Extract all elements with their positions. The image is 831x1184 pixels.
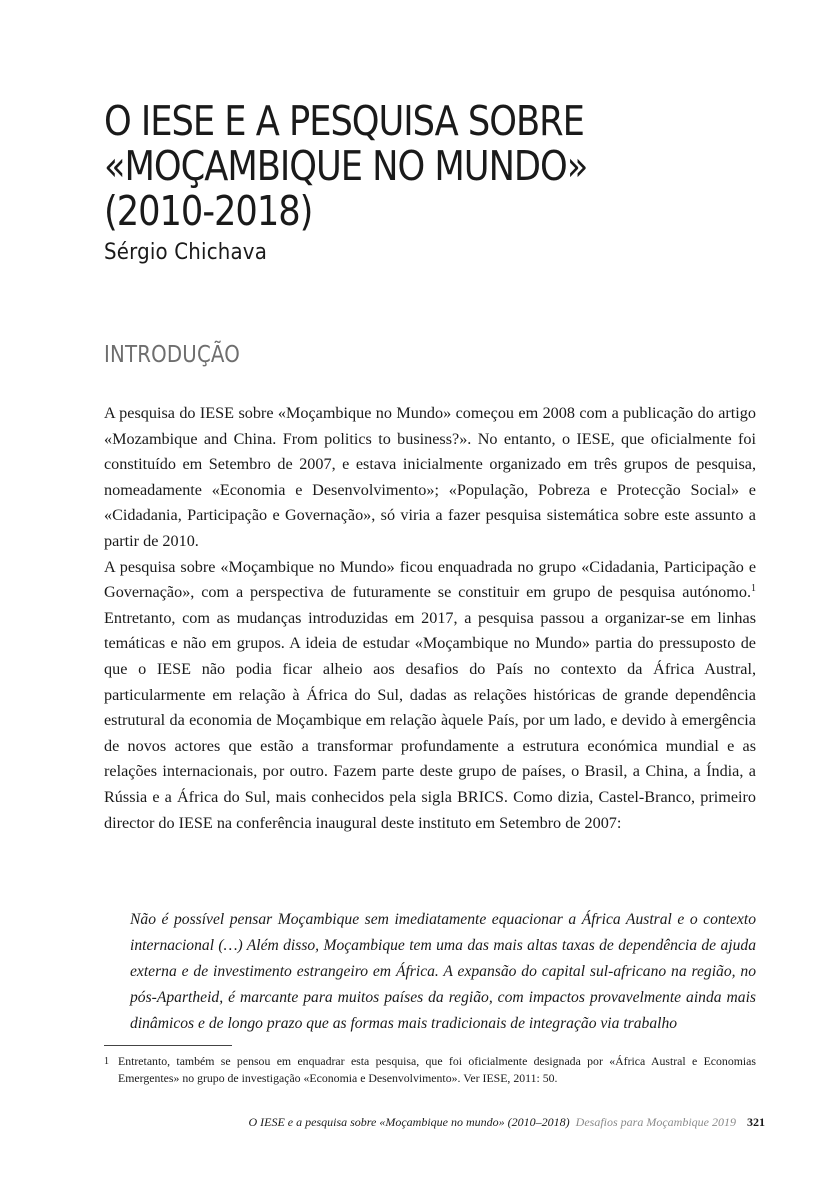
paragraph-1: A pesquisa do IESE sobre «Moçambique no Mundo» começou em 2008 com a publicação do artigo «Mozambique and China. From politics to business?». No entanto, o IESE, que oficialmente foi constituído em Setembro de 2007, e estava inicialmente organizado em três grupos de pesquisa, nomeadamente «Economia e Desenvolvimento»; «População, Pobreza e Protecção Social» e «Cidadania, Participação e Governação», só viria a fazer pesquisa sistemática sobre este assunto a partir de 2010. <box>104 404 756 550</box>
chapter-title-line-3: (2010-2018) <box>104 187 313 235</box>
block-quote: Não é possível pensar Moçambique sem imediatamente equacionar a África Austral e o contexto internacional (…) Além disso, Moçambique tem uma das mais altas taxas de dependência de ajuda externa e de investimento estrangeiro em África. A expansão do capital sul-africano na região, no pós-Apartheid, é marcante para muitos países da região, com impactos provavelmente ainda mais dinâmicos e de longo prazo que as formas mais tradicionais de integração via trabalho <box>130 911 756 1032</box>
footer-book-title: Desafios para Moçambique 2019 <box>575 1115 736 1129</box>
footnote-text: Entretanto, também se pensou em enquadrar esta pesquisa, que foi oficialmente designada por «África Austral e Economias Emergentes» no grupo de investigação «Economia e Desenvolvimento». Ver IESE, 2011: 50. <box>118 1054 756 1085</box>
footnote-number: 1 <box>104 1056 109 1067</box>
section-heading: INTRODUÇÃO <box>104 342 241 368</box>
page-number: 321 <box>747 1115 765 1129</box>
footnote <box>104 1053 756 1087</box>
footnote-divider <box>104 1045 232 1046</box>
footnote-reference: 1 <box>751 583 756 595</box>
paragraph-2-part-2: Entretanto, com as mudanças introduzidas em 2017, a pesquisa passou a organizar-se em linhas temáticas e não em grupos. A ideia de estudar «Moçambique no Mundo» partia do pressuposto de que o IESE não podia ficar alheio aos desafios do País no contexto da África Austral, particularmente em relação à África do Sul, dadas as relações históricas de grande dependência estrutural da economia de Moçambique em relação àquele País, por um lado, e devido à emergência de novos actores que estão a transformar profundamente a estrutura económica mundial e as relações internacionais, por outro. Fazem parte deste grupo de países, o Brasil, a China, a Índia, a Rússia e a África do Sul, mais conhecidos pela sigla BRICS. Como dizia, Castel-Branco, primeiro director do IESE na conferência inaugural deste instituto em Setembro de 2007: <box>104 608 756 832</box>
running-footer <box>248 1115 765 1130</box>
chapter-title-line-2: «MOÇAMBIQUE NO MUNDO» <box>104 142 588 190</box>
chapter-author: Sérgio Chichava <box>104 240 268 265</box>
chapter-title-line-1: O IESE E A PESQUISA SOBRE <box>104 97 584 145</box>
footer-chapter-title: O IESE e a pesquisa sobre «Moçambique no mundo» (2010–2018) <box>248 1115 570 1129</box>
paragraph-2-part-1: A pesquisa sobre «Moçambique no Mundo» ficou enquadrada no grupo «Cidadania, Participação e Governação», com a perspectiva de futuramente se constituir em grupo de pesquisa autónomo. <box>104 557 756 602</box>
